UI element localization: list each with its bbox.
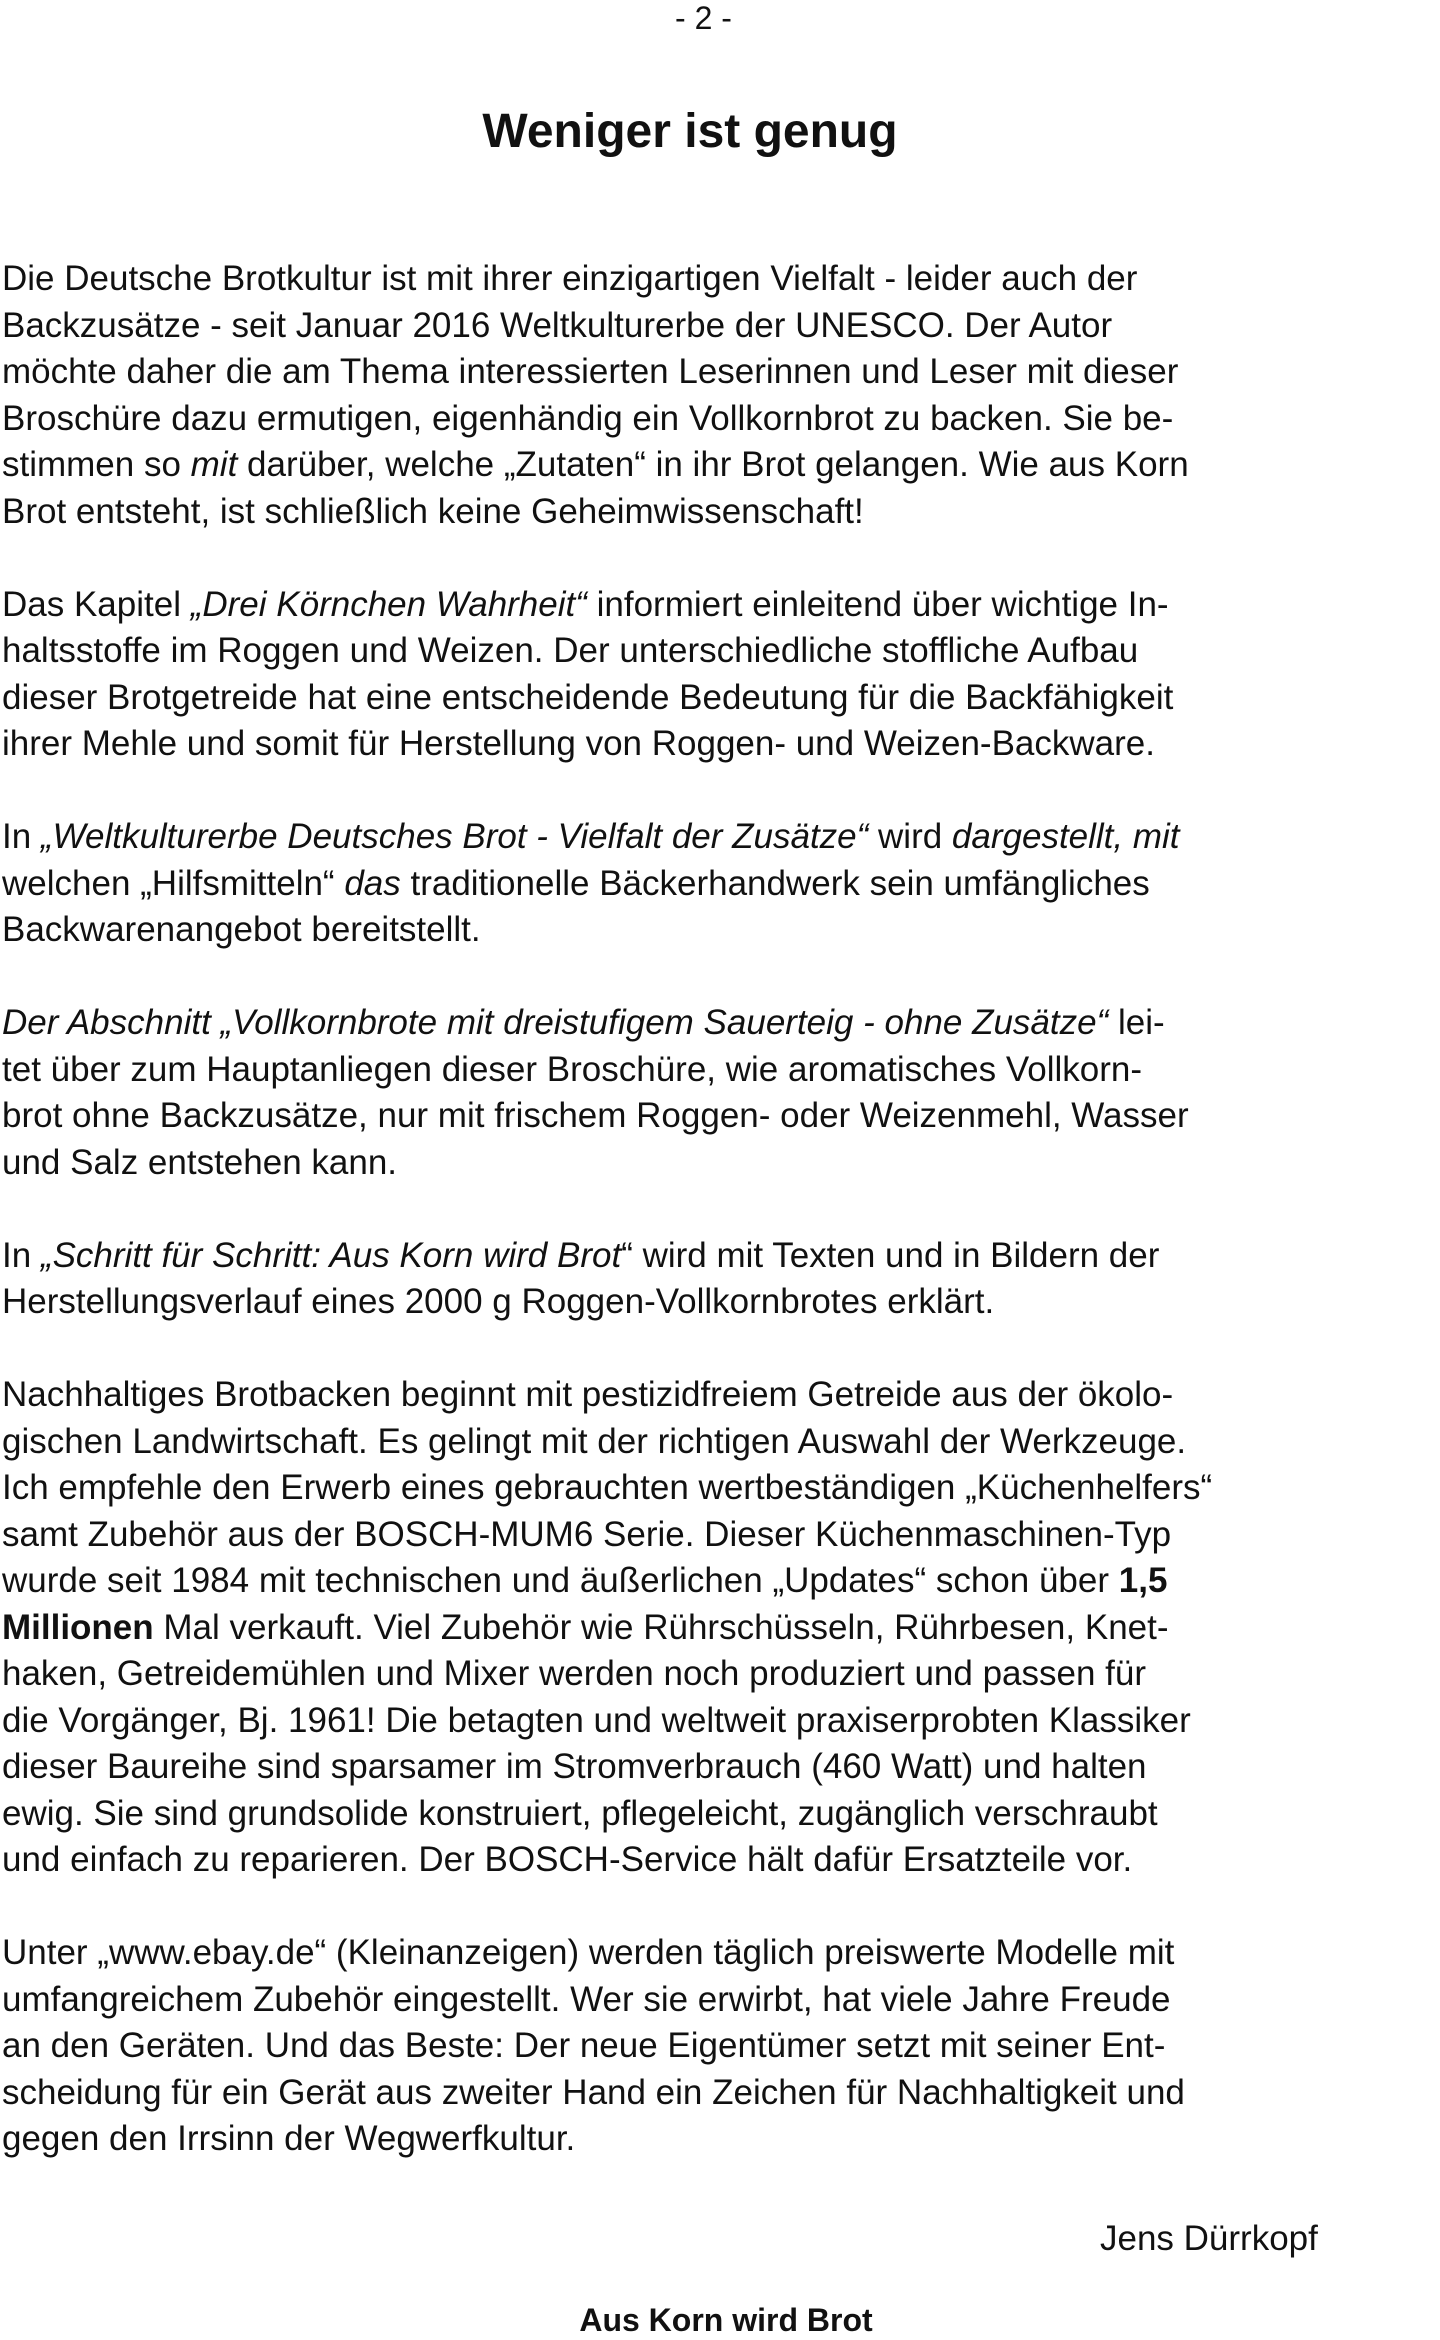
- text-line: Herstellungsverlauf eines 2000 g Roggen-Vollkornbrotes erklärt.: [2, 1282, 995, 1321]
- text-line: Nachhaltiges Brotbacken beginnt mit pestizidfreiem Getreide aus der ökolo-: [2, 1375, 1174, 1414]
- text-line: [2, 861, 1438, 908]
- text-run: In: [2, 817, 41, 856]
- text-run: darüber, welche „Zutaten“ in ihr Brot gelangen. Wie aus Korn: [237, 445, 1189, 484]
- paragraph-intro: [2, 256, 1438, 535]
- paragraph-nachhaltiges-brotbacken: [2, 1372, 1438, 1884]
- text-line: an den Geräten. Und das Beste: Der neue Eigentümer setzt mit seiner Ent-: [2, 2026, 1166, 2065]
- text-line: möchte daher die am Thema interessierten Leserinnen und Leser mit dieser: [2, 352, 1179, 391]
- text-line: [2, 1558, 1438, 1605]
- chapter-title-vollkornbrote: Der Abschnitt „Vollkornbrote mit dreistufigem Sauerteig - ohne Zusätze“: [2, 1003, 1109, 1042]
- text-run: wurde seit 1984 mit technischen und äußerlichen „Updates“ schon über: [2, 1561, 1119, 1600]
- text-line: haken, Getreidemühlen und Mixer werden noch produziert und passen für: [2, 1654, 1147, 1693]
- chapter-title-weltkulturerbe: „Weltkulturerbe Deutsches Brot - Vielfalt der Zusätze“: [40, 817, 869, 856]
- text-line: und einfach zu reparieren. Der BOSCH-Service hält dafür Ersatzteile vor.: [2, 1840, 1133, 1879]
- text-line: [2, 814, 1438, 861]
- text-run: lei-: [1108, 1003, 1165, 1042]
- next-section-title: Aus Korn wird Brot: [579, 2302, 873, 2338]
- page-number: - 2 -: [675, 0, 732, 36]
- text-line: Unter „www.ebay.de“ (Kleinanzeigen) werden täglich preiswerte Modelle mit: [2, 1933, 1175, 1972]
- text-line: ewig. Sie sind grundsolide konstruiert, pflegeleicht, zugänglich verschraubt: [2, 1793, 1158, 1833]
- bold-millionen: Millionen: [2, 1607, 154, 1647]
- text-line: Backwarenangebot bereitstellt.: [2, 910, 481, 949]
- text-run: In: [2, 1235, 41, 1275]
- paragraph-chapter-drei-koernchen: [2, 582, 1438, 768]
- text-line: [2, 442, 1438, 489]
- paragraph-chapter-schritt-fuer-schritt: [2, 1233, 1438, 1326]
- text-line: haltsstoffe im Roggen und Weizen. Der unterschiedliche stoffliche Aufbau: [2, 631, 1139, 670]
- text-run: welchen „Hilfsmitteln“: [2, 863, 345, 903]
- bold-sales-figure: 1,5: [1118, 1561, 1168, 1600]
- text-line: Backzusätze - seit Januar 2016 Weltkulturerbe der UNESCO. Der Autor: [2, 305, 1113, 345]
- text-line: tet über zum Hauptanliegen dieser Broschüre, wie aromatisches Vollkorn-: [2, 1049, 1143, 1089]
- text-line: [2, 582, 1438, 629]
- text-line: ihrer Mehle und somit für Herstellung von Roggen- und Weizen-Backware.: [2, 724, 1155, 763]
- text-line: [2, 1000, 1438, 1047]
- text-line: Die Deutsche Brotkultur ist mit ihrer einzigartigen Vielfalt - leider auch der: [2, 259, 1138, 298]
- text-line: gischen Landwirtschaft. Es gelingt mit der richtigen Auswahl der Werkzeuge.: [2, 1421, 1187, 1461]
- text-line: gegen den Irrsinn der Wegwerfkultur.: [2, 2119, 576, 2158]
- text-run: wird: [868, 817, 952, 856]
- text-line: und Salz entstehen kann.: [2, 1142, 398, 1182]
- text-run: Mal verkauft. Viel Zubehör wie Rührschüsseln, Rührbesen, Knet-: [153, 1607, 1169, 1647]
- text-line: samt Zubehör aus der BOSCH-MUM6 Serie. Dieser Küchenmaschinen-Typ: [2, 1514, 1172, 1554]
- text-line: [2, 1605, 1438, 1652]
- paragraph-chapter-vollkornbrote: [2, 1000, 1438, 1186]
- text-line: brot ohne Backzusätze, nur mit frischem Roggen- oder Weizenmehl, Wasser: [2, 1096, 1189, 1135]
- text-line: scheidung für ein Gerät aus zweiter Hand ein Zeichen für Nachhaltigkeit und: [2, 2072, 1185, 2112]
- text-line: dieser Brotgetreide hat eine entscheidende Bedeutung für die Backfähigkeit: [2, 677, 1174, 717]
- text-line: Broschüre dazu ermutigen, eigenhändig ein Vollkornbrot zu backen. Sie be-: [2, 398, 1174, 438]
- text-run: Das Kapitel: [2, 584, 191, 624]
- text-run: informiert einleitend über wichtige In-: [586, 584, 1169, 624]
- author-signature: Jens Dürrkopf: [1100, 2219, 1318, 2258]
- text-run: stimmen so: [2, 445, 191, 484]
- emphasis-mit: mit: [190, 445, 238, 484]
- emphasis-dargestellt: dargestellt, mit: [951, 817, 1180, 856]
- text-line: dieser Baureihe sind sparsamer im Stromverbrauch (460 Watt) und halten: [2, 1747, 1147, 1786]
- chapter-title-schritt-fuer-schritt: „Schritt für Schritt: Aus Korn wird Brot: [40, 1235, 622, 1275]
- text-line: umfangreichem Zubehör eingestellt. Wer sie erwirbt, hat viele Jahre Freude: [2, 1979, 1171, 2019]
- paragraph-chapter-weltkulturerbe: [2, 814, 1438, 954]
- page-title: Weniger ist genug: [482, 105, 898, 158]
- emphasis-das: das: [344, 863, 401, 903]
- text-line: Brot entsteht, ist schließlich keine Geheimwissenschaft!: [2, 491, 864, 531]
- document-body: [2, 256, 1438, 2209]
- text-run: traditionelle Bäckerhandwerk sein umfängliches: [400, 863, 1150, 903]
- text-line: die Vorgänger, Bj. 1961! Die betagten und weltweit praxiserprobten Klassiker: [2, 1700, 1191, 1740]
- chapter-title-drei-koernchen: „Drei Körnchen Wahrheit“: [190, 584, 587, 624]
- text-line: Ich empfehle den Erwerb eines gebrauchten wertbeständigen „Küchenhelfers“: [2, 1468, 1213, 1507]
- paragraph-ebay: [2, 1930, 1438, 2163]
- text-run: “ wird mit Texten und in Bildern der: [621, 1235, 1160, 1275]
- text-line: [2, 1233, 1438, 1280]
